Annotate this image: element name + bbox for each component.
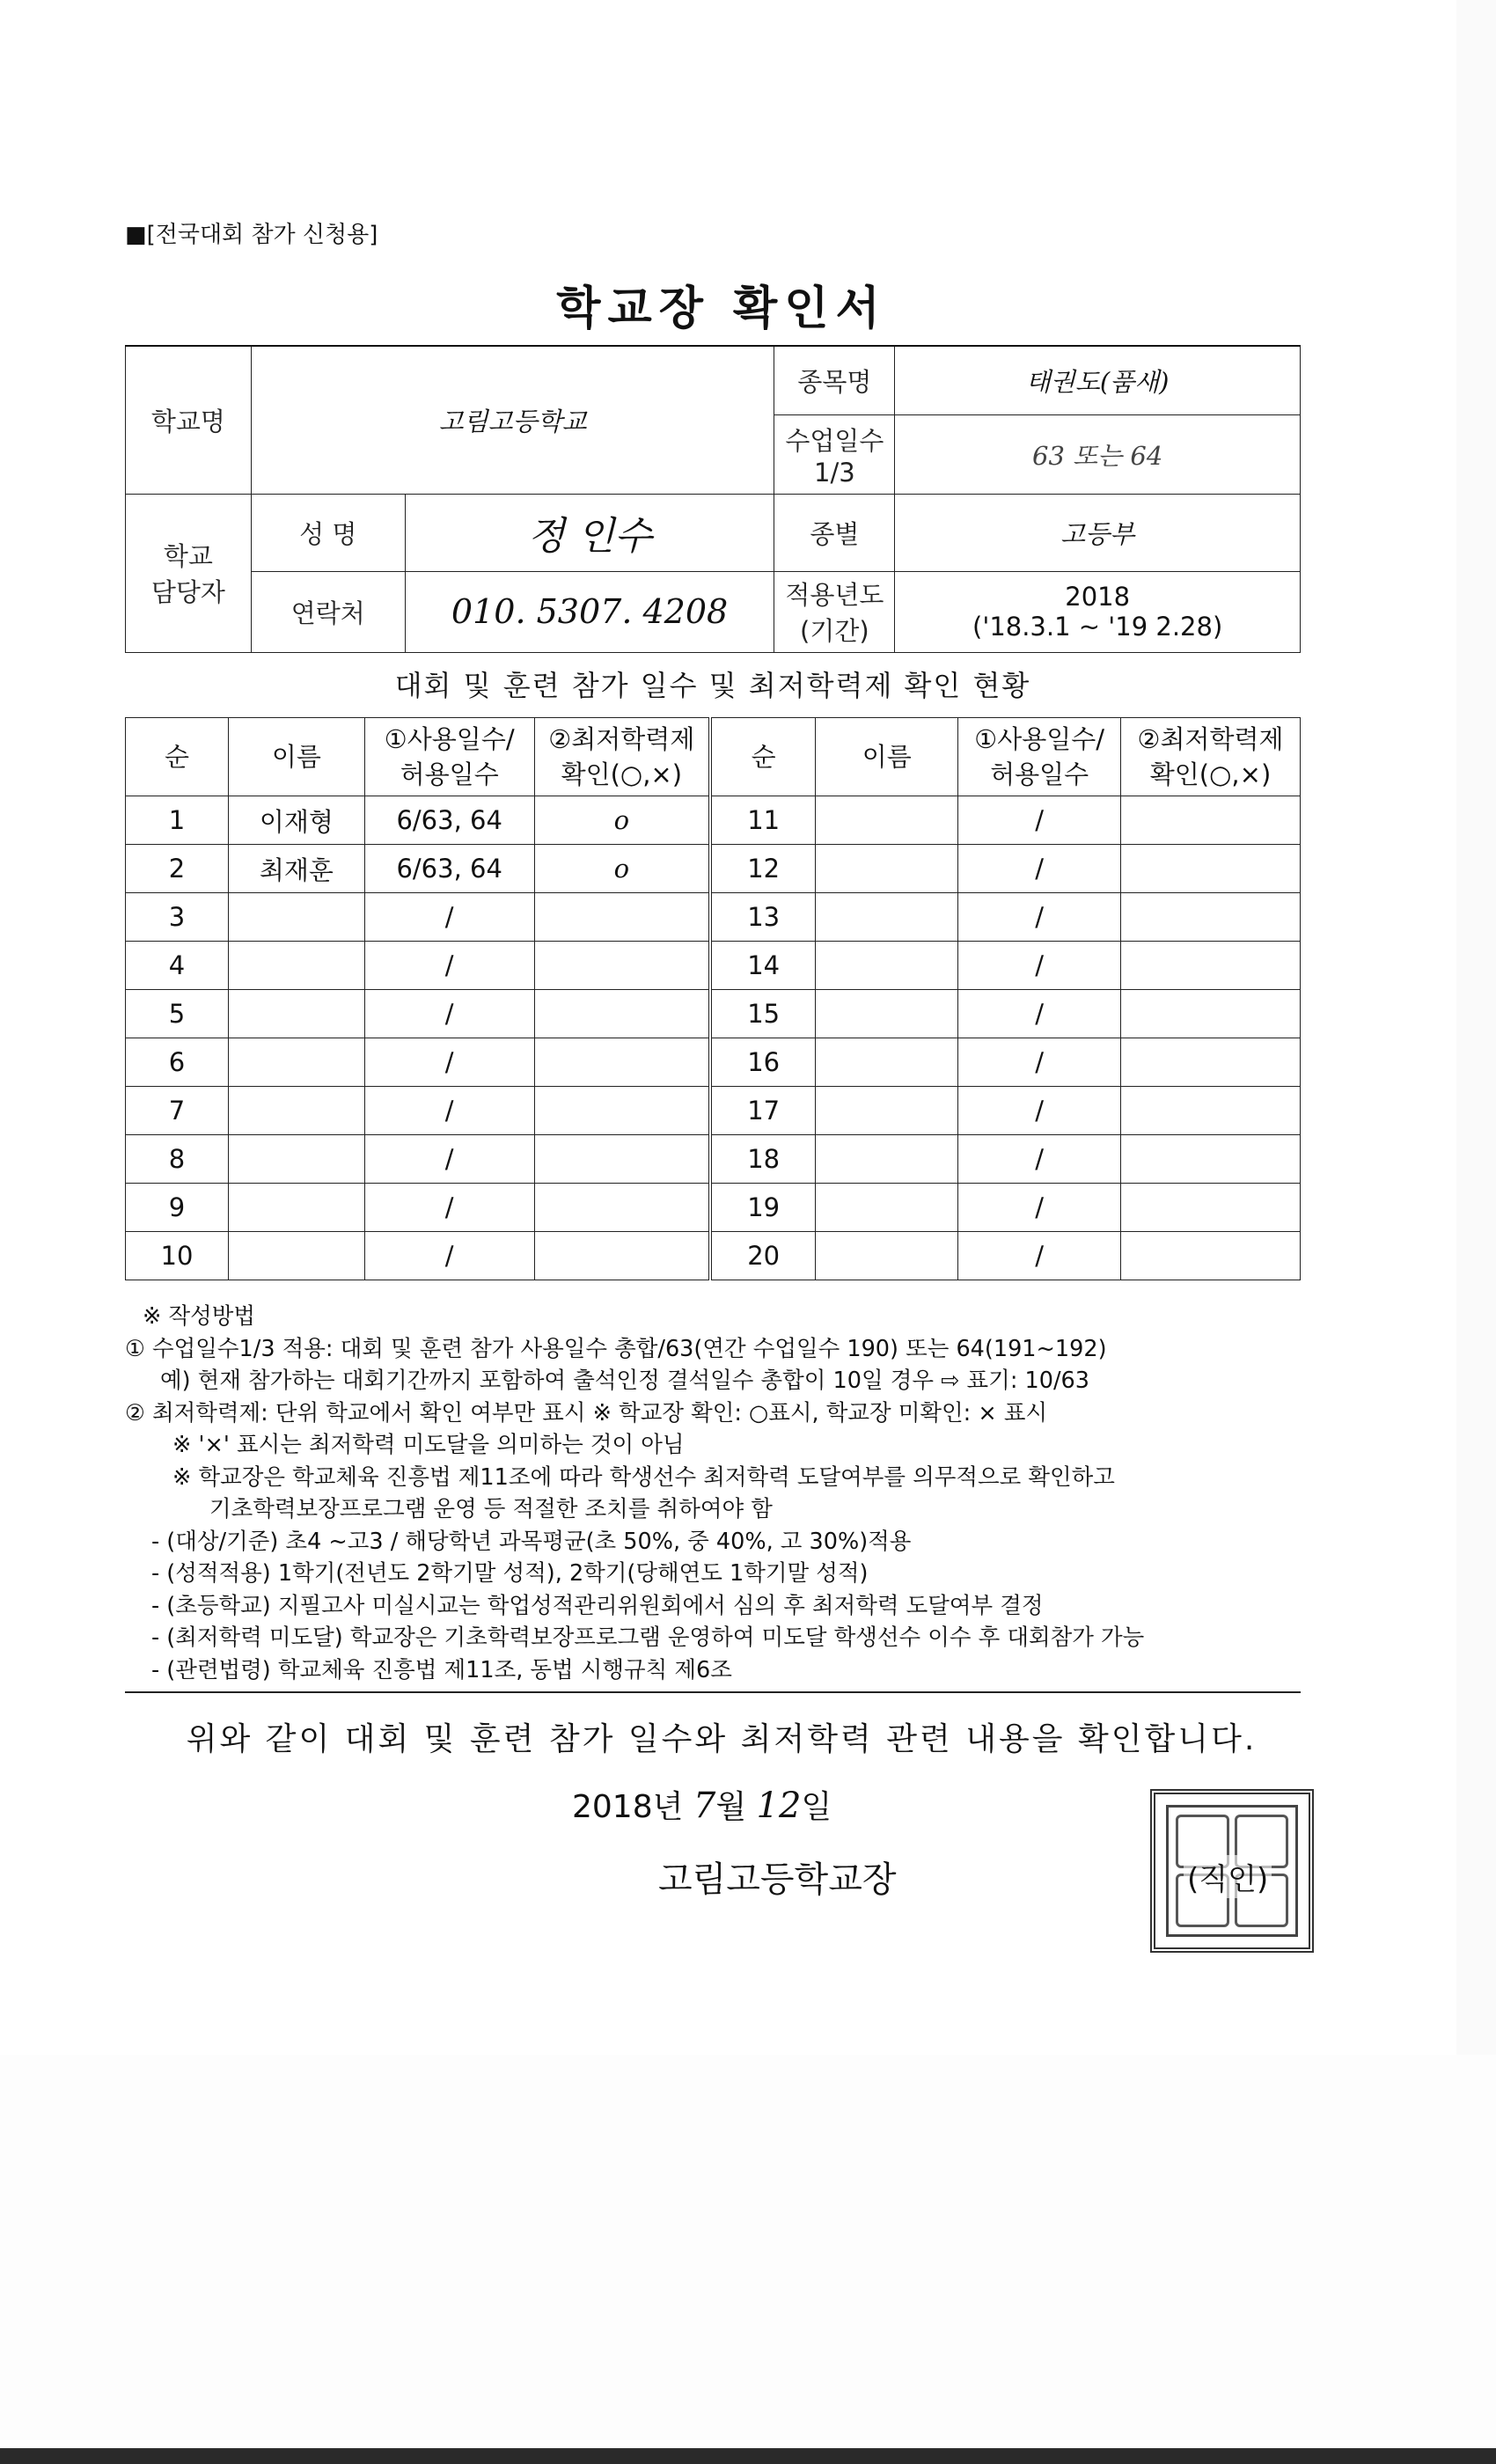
days-label-line1: 수업일수	[785, 425, 884, 456]
row-no: 10	[126, 1232, 229, 1280]
row-no: 15	[710, 990, 816, 1038]
row-name	[228, 1135, 364, 1184]
scan-margin	[1456, 0, 1496, 2055]
header-check-line1: ②최저학력제	[1137, 724, 1284, 754]
table-row	[126, 845, 1301, 893]
row-check	[1121, 796, 1301, 845]
row-days: /	[364, 1232, 534, 1280]
note-line: 기초학력보장프로그램 운영 등 적절한 조치를 취하여야 함	[209, 1496, 773, 1522]
header-days-line1: ①사용일수/	[384, 724, 515, 754]
year-value	[895, 571, 1301, 652]
row-no: 19	[710, 1184, 816, 1232]
row-no: 18	[710, 1135, 816, 1184]
note-line: - (최저학력 미도달) 학교장은 기초학력보장프로그램 운영하여 미도달 학생선수 이수 후 대회참가 가능	[151, 1624, 1145, 1651]
header-check	[534, 718, 710, 796]
table-row	[126, 1135, 1301, 1184]
date-day-unit: 일	[801, 1789, 832, 1825]
row-days: /	[958, 893, 1121, 942]
row-name	[228, 893, 364, 942]
days-value: 63 또는 64	[895, 414, 1301, 494]
row-no: 3	[126, 893, 229, 942]
row-check	[1121, 990, 1301, 1038]
row-no: 5	[126, 990, 229, 1038]
row-days: /	[364, 990, 534, 1038]
note-line: ① 수업일수1/3 적용: 대회 및 훈련 참가 사용일수 총합/63(연간 수업일수 190) 또는 64(191~192)	[125, 1335, 1107, 1362]
divider	[125, 1691, 1301, 1693]
header-days	[364, 718, 534, 796]
header-check-line2: 확인(○,×)	[561, 759, 683, 789]
table-row	[126, 1038, 1301, 1087]
event-label: 종목명	[774, 346, 895, 414]
note-line: - (초등학교) 지필고사 미실시교는 학업성적관리위원회에서 심의 후 최저학력 도달여부 결정	[151, 1592, 1044, 1619]
row-name	[816, 1038, 958, 1087]
note-line: 예) 현재 참가하는 대회기간까지 포함하여 출석인정 결석일수 총합이 10일 경우 ⇨ 표기: 10/63	[160, 1368, 1089, 1394]
row-name: 최재훈	[228, 845, 364, 893]
event-value: 태권도(품새)	[895, 346, 1301, 414]
row-no: 7	[126, 1087, 229, 1135]
signature-date	[572, 1782, 832, 1827]
row-name	[816, 990, 958, 1038]
row-days: /	[364, 1135, 534, 1184]
row-no: 8	[126, 1135, 229, 1184]
row-name	[816, 1184, 958, 1232]
contact-label: 연락처	[251, 571, 405, 652]
row-days: /	[364, 893, 534, 942]
header-name: 이름	[228, 718, 364, 796]
row-check	[534, 893, 710, 942]
row-check: o	[534, 845, 710, 893]
scan-blank-area	[0, 2055, 1496, 2464]
header-days-line1: ①사용일수/	[974, 724, 1105, 754]
row-name	[228, 990, 364, 1038]
row-check	[1121, 893, 1301, 942]
row-check	[1121, 942, 1301, 990]
row-check	[534, 1135, 710, 1184]
row-days: /	[958, 845, 1121, 893]
notes-heading: ※ 작성방법	[143, 1303, 256, 1330]
row-name	[816, 1135, 958, 1184]
row-check	[1121, 845, 1301, 893]
row-name: 이재형	[228, 796, 364, 845]
row-days: /	[958, 1184, 1121, 1232]
row-days: 6/63, 64	[364, 796, 534, 845]
date-day: 12	[756, 1786, 802, 1826]
manager-label-line1: 학교	[163, 541, 213, 571]
row-name	[816, 1232, 958, 1280]
header-days	[958, 718, 1121, 796]
scan-edge	[0, 2448, 1496, 2464]
year-label-line2: (기간)	[800, 616, 869, 646]
row-days: /	[958, 1232, 1121, 1280]
participation-table	[125, 717, 1301, 1280]
row-check	[1121, 1184, 1301, 1232]
row-days: /	[958, 1038, 1121, 1087]
row-check	[534, 1184, 710, 1232]
table-row	[126, 942, 1301, 990]
note-line: - (성적적용) 1학기(전년도 2학기말 성적), 2학기(당해연도 1학기말 성적)	[151, 1560, 869, 1587]
document-title: 학교장 확인서	[556, 282, 887, 335]
row-name	[816, 1087, 958, 1135]
table-row	[126, 1184, 1301, 1232]
days-label	[774, 414, 895, 494]
year-label-line1: 적용년도	[785, 580, 884, 610]
row-name	[228, 1184, 364, 1232]
principal-signature: 고림고등학교장	[658, 1859, 897, 1900]
header-no: 순	[710, 718, 816, 796]
header-days-line2: 허용일수	[990, 759, 1089, 789]
header-check	[1121, 718, 1301, 796]
confirmation-text: 위와 같이 대회 및 훈련 참가 일수와 최저학력 관련 내용을 확인합니다.	[186, 1721, 1258, 1757]
table-row	[126, 1232, 1301, 1280]
name-label: 성 명	[251, 494, 405, 571]
seal-label: (직인)	[1184, 1855, 1272, 1898]
row-check	[1121, 1232, 1301, 1280]
row-days: /	[364, 1184, 534, 1232]
header-days-line2: 허용일수	[400, 759, 499, 789]
row-days: /	[364, 942, 534, 990]
row-name	[816, 796, 958, 845]
header-no: 순	[126, 718, 229, 796]
row-days: /	[958, 796, 1121, 845]
date-month-unit: 월	[715, 1789, 747, 1825]
row-check	[534, 1038, 710, 1087]
note-line: ② 최저학력제: 단위 학교에서 확인 여부만 표시 ※ 학교장 확인: ○표시, 학교장 미확인: × 표시	[125, 1399, 1048, 1426]
row-check	[1121, 1135, 1301, 1184]
year-label	[774, 571, 895, 652]
table-row	[126, 1087, 1301, 1135]
name-value: 정 인수	[405, 494, 774, 571]
division-value: 고등부	[895, 494, 1301, 571]
header-check-line2: 확인(○,×)	[1149, 759, 1272, 789]
row-no: 14	[710, 942, 816, 990]
row-name	[228, 1087, 364, 1135]
division-label: 종별	[774, 494, 895, 571]
row-no: 12	[710, 845, 816, 893]
note-line: ※ 학교장은 학교체육 진흥법 제11조에 따라 학생선수 최저학력 도달여부를 의무적으로 확인하고	[172, 1463, 1115, 1491]
row-check	[534, 990, 710, 1038]
row-check: o	[534, 796, 710, 845]
row-name	[816, 845, 958, 893]
status-heading: 대회 및 훈련 참가 일수 및 최저학력제 확인 현황	[394, 669, 1031, 702]
row-check	[534, 1087, 710, 1135]
note-line: ※ '×' 표시는 최저학력 미도달을 의미하는 것이 아님	[172, 1432, 685, 1458]
row-no: 20	[710, 1232, 816, 1280]
row-days: /	[958, 942, 1121, 990]
row-days: /	[958, 1135, 1121, 1184]
days-label-line2: 1/3	[814, 457, 855, 488]
table-header-row	[126, 718, 1301, 796]
row-name	[816, 893, 958, 942]
header-check-line1: ②최저학력제	[548, 724, 695, 754]
row-name	[228, 942, 364, 990]
year-value-line1: 2018	[1065, 582, 1131, 612]
row-no: 16	[710, 1038, 816, 1087]
row-days: /	[958, 990, 1121, 1038]
row-days: 6/63, 64	[364, 845, 534, 893]
row-no: 13	[710, 893, 816, 942]
table-row	[126, 990, 1301, 1038]
table-row	[126, 796, 1301, 845]
row-no: 4	[126, 942, 229, 990]
row-no: 17	[710, 1087, 816, 1135]
row-days: /	[958, 1087, 1121, 1135]
manager-label-line2: 담당자	[150, 577, 225, 607]
instructions	[125, 1301, 1301, 1686]
date-year: 2018년	[572, 1789, 684, 1825]
row-days: /	[364, 1087, 534, 1135]
row-no: 1	[126, 796, 229, 845]
row-days: /	[364, 1038, 534, 1087]
row-no: 6	[126, 1038, 229, 1087]
year-value-line2: ('18.3.1 ~ '19 2.28)	[972, 612, 1223, 642]
note-line: - (대상/기준) 초4 ~고3 / 해당학년 과목평균(초 50%, 중 40%, 고 30%)적용	[151, 1528, 912, 1555]
row-name	[816, 942, 958, 990]
header-name: 이름	[816, 718, 958, 796]
row-check	[1121, 1087, 1301, 1135]
row-name	[228, 1038, 364, 1087]
school-label: 학교명	[126, 346, 252, 494]
row-no: 2	[126, 845, 229, 893]
manager-label	[126, 494, 252, 652]
row-no: 11	[710, 796, 816, 845]
table-row	[126, 893, 1301, 942]
row-no: 9	[126, 1184, 229, 1232]
school-value: 고림고등학교	[251, 346, 774, 494]
note-line: - (관련법령) 학교체육 진흥법 제11조, 동법 시행규칙 제6조	[151, 1656, 732, 1683]
row-name	[228, 1232, 364, 1280]
row-check	[534, 942, 710, 990]
contact-value: 010. 5307. 4208	[405, 571, 774, 652]
row-check	[534, 1232, 710, 1280]
info-table	[125, 345, 1301, 653]
row-check	[1121, 1038, 1301, 1087]
form-tag: ■[전국대회 참가 신청용]	[125, 222, 378, 248]
date-month: 7	[693, 1786, 716, 1826]
